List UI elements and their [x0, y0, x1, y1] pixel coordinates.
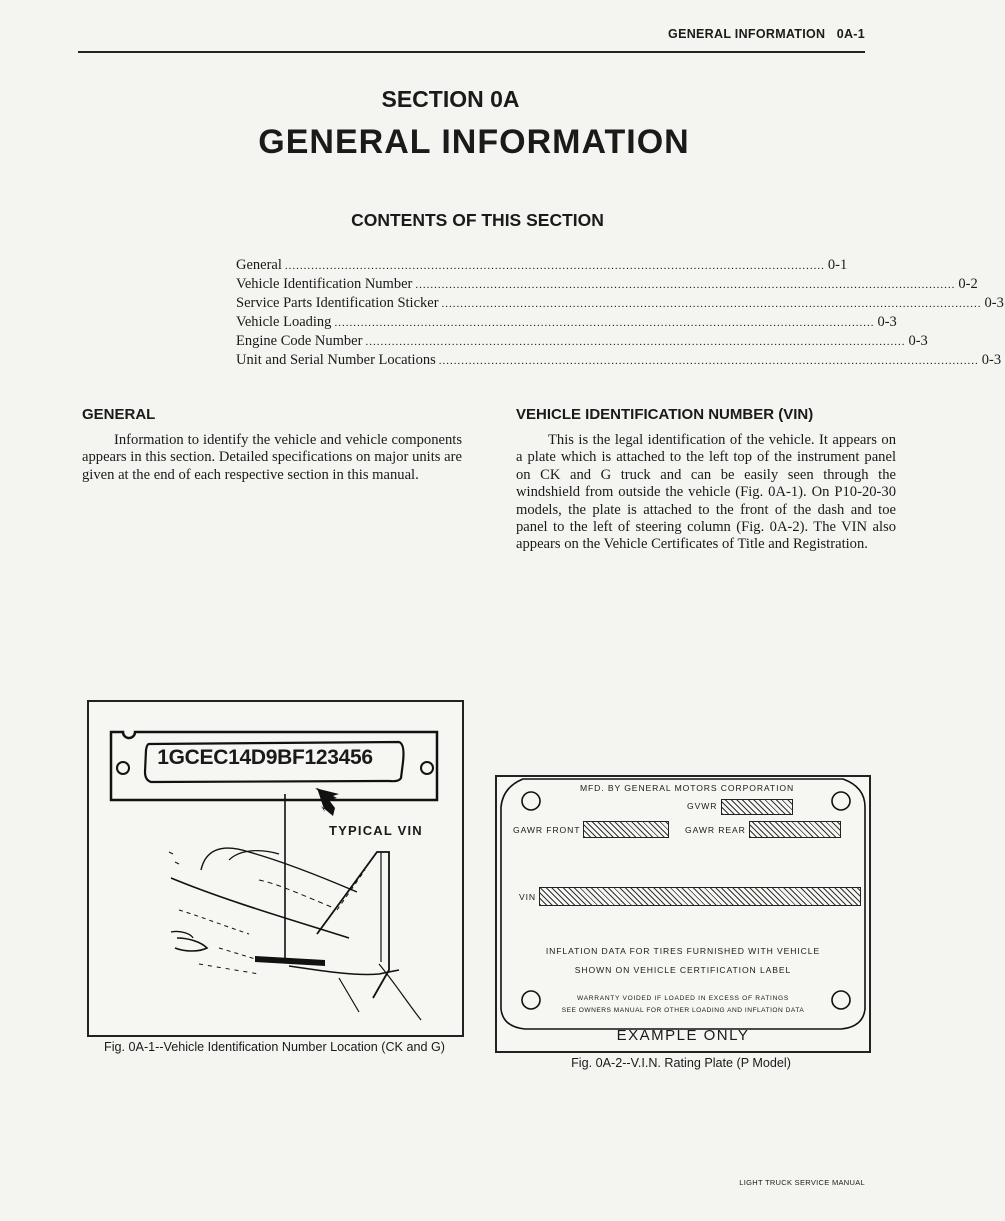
toc-entry-label: Service Parts Identification Sticker	[236, 295, 439, 311]
vin-value-field	[539, 887, 861, 906]
toc-entry-unit-serial[interactable]	[236, 351, 1002, 370]
toc-entry-general[interactable]	[236, 256, 848, 275]
table-of-contents	[236, 256, 1004, 370]
gawr-front-label: GAWR FRONT	[513, 825, 581, 835]
gvwr-label: GVWR	[687, 801, 718, 811]
example-only-label: EXAMPLE ONLY	[616, 1027, 750, 1044]
inflation-line-2: SHOWN ON VEHICLE CERTIFICATION LABEL	[574, 965, 792, 975]
vin-number: 1GCEC14D9BF123456	[157, 746, 373, 769]
section-number: SECTION 0A	[381, 86, 520, 112]
inflation-line-1: INFLATION DATA FOR TIRES FURNISHED WITH VEHICLE	[545, 946, 821, 956]
figure-vin-location	[87, 700, 464, 1037]
toc-leader-dots: ................................................................................................................................................	[284, 260, 825, 272]
toc-entry-page: 0-2	[958, 276, 978, 292]
contents-heading: CONTENTS OF THIS SECTION	[351, 210, 604, 230]
toc-leader-dots: ................................................................................................................................................	[415, 279, 956, 291]
figure-vin-rating-plate	[495, 775, 871, 1053]
vin-paragraph: This is the legal identification of the vehicle. It appears on a plate which is attached to the left top of the instrument panel on CK and G truck and can be easily seen through the windshield from outside the vehicle (Fig. 0A-1). On P10-20-30 models, the plate is attached to the front of the dash and toe panel to the left of steering column (Fig. 0A-2). The VIN also appears on the Vehicle Certificates of Title and Registration.	[516, 432, 896, 553]
warranty-line-2: SEE OWNERS MANUAL FOR OTHER LOADING AND INFLATION DATA	[561, 1007, 805, 1014]
toc-entry-label: General	[236, 257, 282, 273]
toc-entry-vehicle-loading[interactable]	[236, 313, 897, 332]
running-title: GENERAL INFORMATION	[668, 27, 826, 41]
toc-entry-vin[interactable]	[236, 275, 978, 294]
toc-leader-dots: ................................................................................................................................................	[441, 298, 982, 310]
page-number: 0A-1	[836, 27, 865, 41]
gawr-rear-label: GAWR REAR	[685, 825, 746, 835]
section-title: GENERAL INFORMATION	[258, 123, 690, 161]
manufacturer-label: MFD. BY GENERAL MOTORS CORPORATION	[579, 783, 795, 793]
toc-entry-page: 0-3	[981, 352, 1002, 368]
header-rule	[78, 51, 865, 53]
figure2-caption: Fig. 0A-2--V.I.N. Rating Plate (P Model)	[571, 1056, 791, 1070]
gawr-front-value-field	[583, 821, 669, 838]
toc-leader-dots: ................................................................................................................................................	[438, 355, 979, 367]
running-header	[560, 27, 865, 41]
toc-entry-page: 0-3	[984, 295, 1004, 311]
vin-label: VIN	[519, 892, 537, 902]
general-paragraph: Information to identify the vehicle and vehicle components appears in this section. Detailed specifications on major units are given at the end of each respective section in this manual.	[82, 432, 462, 483]
general-heading: GENERAL	[82, 406, 156, 423]
toc-entry-page: 0-3	[908, 333, 928, 349]
warranty-line-1: WARRANTY VOIDED IF LOADED IN EXCESS OF RATINGS	[577, 995, 789, 1002]
footer-manual-title: LIGHT TRUCK SERVICE MANUAL	[739, 1178, 865, 1187]
toc-entry-engine-code[interactable]	[236, 332, 928, 351]
toc-leader-dots: ................................................................................................................................................	[334, 317, 875, 329]
gawr-rear-value-field	[749, 821, 841, 838]
toc-entry-label: Vehicle Loading	[236, 314, 332, 330]
gvwr-value-field	[721, 799, 793, 815]
toc-entry-service-parts[interactable]	[236, 294, 1004, 313]
toc-entry-label: Engine Code Number	[236, 333, 363, 349]
toc-leader-dots: ................................................................................................................................................	[365, 336, 906, 348]
figure1-caption: Fig. 0A-1--Vehicle Identification Number Location (CK and G)	[104, 1040, 445, 1054]
vin-heading: VEHICLE IDENTIFICATION NUMBER (VIN)	[516, 406, 814, 423]
toc-entry-page: 0-1	[827, 257, 848, 273]
toc-entry-page: 0-3	[877, 314, 897, 330]
toc-entry-label: Vehicle Identification Number	[236, 276, 413, 292]
toc-entry-label: Unit and Serial Number Locations	[236, 352, 436, 368]
typical-vin-callout: TYPICAL VIN	[329, 823, 423, 838]
